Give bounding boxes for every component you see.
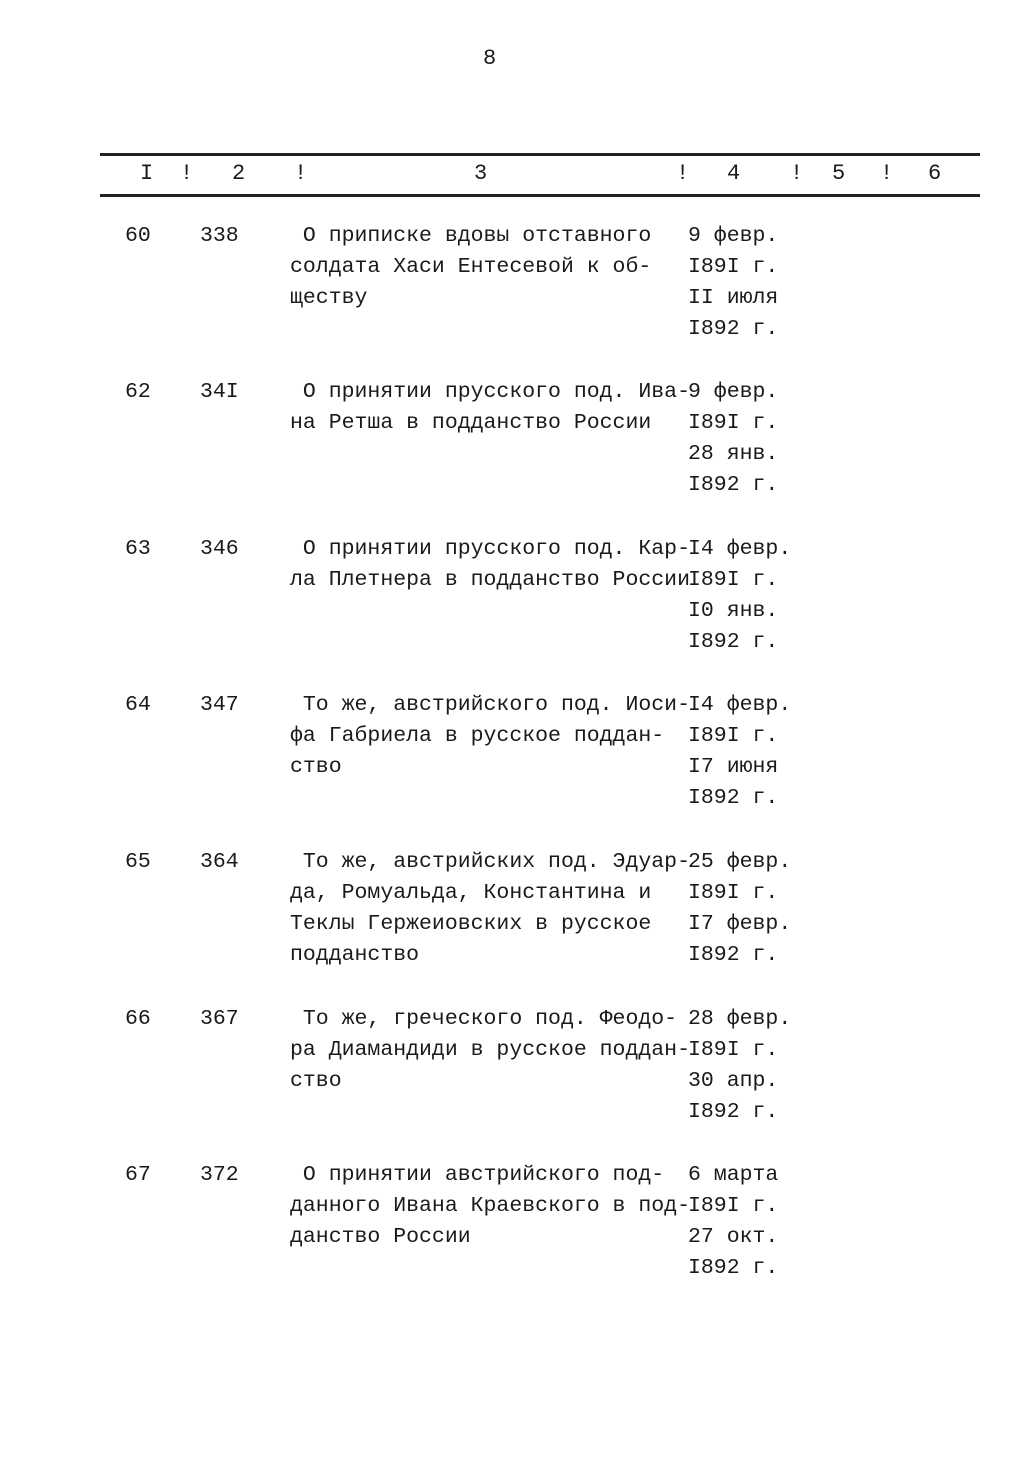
date-line: I7 февр. bbox=[688, 912, 792, 936]
item-number-text: 60 bbox=[125, 224, 151, 248]
file-number-text: 372 bbox=[200, 1163, 239, 1187]
description-line: О приписке вдовы отставного bbox=[290, 224, 652, 248]
description-line: ществу bbox=[290, 286, 368, 310]
table-header-top-rule bbox=[100, 153, 980, 156]
file-number-text: 346 bbox=[200, 537, 239, 561]
header-col-5: 5 bbox=[832, 161, 846, 186]
table-header-bottom-rule bbox=[100, 194, 980, 197]
file-number bbox=[200, 1160, 239, 1191]
item-description bbox=[290, 1160, 690, 1253]
header-separator: ! bbox=[294, 161, 308, 186]
description-line: солдата Хаси Ентесевой к об- bbox=[290, 255, 652, 279]
item-number bbox=[125, 534, 151, 565]
description-line: ра Диамандиди в русское поддан- bbox=[290, 1038, 690, 1062]
header-separator: ! bbox=[790, 161, 804, 186]
description-line: фа Габриела в русское поддан- bbox=[290, 724, 665, 748]
description-line: О принятии австрийского под- bbox=[290, 1163, 665, 1187]
file-number-text: 347 bbox=[200, 693, 239, 717]
file-number-text: 364 bbox=[200, 850, 239, 874]
item-number bbox=[125, 377, 151, 408]
date-line: I4 февр. bbox=[688, 693, 792, 717]
date-line: I892 г. bbox=[688, 473, 779, 497]
page-number: 8 bbox=[483, 46, 497, 71]
file-number bbox=[200, 847, 239, 878]
date-line: II июля bbox=[688, 286, 779, 310]
date-line: 6 марта bbox=[688, 1163, 779, 1187]
file-number bbox=[200, 221, 239, 252]
description-line: О принятии прусского под. Ива- bbox=[290, 380, 690, 404]
item-number bbox=[125, 1004, 151, 1035]
description-line: ство bbox=[290, 1069, 342, 1093]
date-line: 9 февр. bbox=[688, 224, 779, 248]
item-description bbox=[290, 534, 690, 596]
item-number-text: 67 bbox=[125, 1163, 151, 1187]
date-line: I89I г. bbox=[688, 1194, 779, 1218]
item-number bbox=[125, 690, 151, 721]
date-line: I892 г. bbox=[688, 630, 779, 654]
item-description bbox=[290, 377, 690, 439]
file-number-text: 367 bbox=[200, 1007, 239, 1031]
item-number-text: 63 bbox=[125, 537, 151, 561]
description-line: То же, австрийских под. Эдуар- bbox=[290, 850, 690, 874]
date-line: I892 г. bbox=[688, 1100, 779, 1124]
description-line: То же, австрийского под. Иоси- bbox=[290, 693, 690, 717]
header-separator: ! bbox=[180, 161, 194, 186]
item-number bbox=[125, 1160, 151, 1191]
item-number bbox=[125, 847, 151, 878]
date-line: 28 янв. bbox=[688, 442, 779, 466]
item-dates bbox=[688, 690, 791, 814]
date-line: I4 февр. bbox=[688, 537, 792, 561]
date-line: I0 янв. bbox=[688, 599, 779, 623]
date-line: 30 апр. bbox=[688, 1069, 779, 1093]
description-line: ла Плетнера в подданство России bbox=[290, 568, 690, 592]
item-dates bbox=[688, 1004, 791, 1128]
header-col-4: 4 bbox=[727, 161, 741, 186]
date-line: I892 г. bbox=[688, 943, 779, 967]
description-line: данного Ивана Краевского в под- bbox=[290, 1194, 690, 1218]
item-number-text: 64 bbox=[125, 693, 151, 717]
date-line: I89I г. bbox=[688, 255, 779, 279]
file-number bbox=[200, 690, 239, 721]
item-description bbox=[290, 690, 690, 783]
date-line: I89I г. bbox=[688, 1038, 779, 1062]
header-separator: ! bbox=[880, 161, 894, 186]
date-line: I892 г. bbox=[688, 317, 779, 341]
item-description bbox=[290, 1004, 690, 1097]
header-col-1: I bbox=[140, 161, 154, 186]
item-number bbox=[125, 221, 151, 252]
date-line: 25 февр. bbox=[688, 850, 792, 874]
item-dates bbox=[688, 1160, 778, 1284]
file-number-text: 338 bbox=[200, 224, 239, 248]
item-description bbox=[290, 221, 651, 314]
item-description bbox=[290, 847, 690, 971]
item-number-text: 66 bbox=[125, 1007, 151, 1031]
item-dates bbox=[688, 377, 778, 501]
file-number bbox=[200, 377, 239, 408]
file-number-text: 34I bbox=[200, 380, 239, 404]
item-dates bbox=[688, 221, 778, 345]
date-line: I7 июня bbox=[688, 755, 779, 779]
file-number bbox=[200, 1004, 239, 1035]
date-line: I89I г. bbox=[688, 724, 779, 748]
description-line: на Ретша в подданство России bbox=[290, 411, 652, 435]
date-line: 27 окт. bbox=[688, 1225, 779, 1249]
description-line: О принятии прусского под. Кар- bbox=[290, 537, 690, 561]
description-line: да, Ромуальда, Константина и bbox=[290, 881, 652, 905]
item-dates bbox=[688, 847, 791, 971]
description-line: подданство bbox=[290, 943, 420, 967]
date-line: I892 г. bbox=[688, 786, 779, 810]
item-number-text: 62 bbox=[125, 380, 151, 404]
date-line: I89I г. bbox=[688, 568, 779, 592]
file-number bbox=[200, 534, 239, 565]
date-line: I892 г. bbox=[688, 1256, 779, 1280]
description-line: То же, греческого под. Феодо- bbox=[290, 1007, 678, 1031]
date-line: I89I г. bbox=[688, 411, 779, 435]
header-col-3: 3 bbox=[474, 161, 488, 186]
header-col-2: 2 bbox=[232, 161, 246, 186]
description-line: ство bbox=[290, 755, 342, 779]
item-dates bbox=[688, 534, 791, 658]
date-line: 9 февр. bbox=[688, 380, 779, 404]
header-separator: ! bbox=[676, 161, 690, 186]
description-line: Теклы Гержеиовских в русское bbox=[290, 912, 652, 936]
header-col-6: 6 bbox=[928, 161, 942, 186]
item-number-text: 65 bbox=[125, 850, 151, 874]
description-line: данство России bbox=[290, 1225, 471, 1249]
date-line: I89I г. bbox=[688, 881, 779, 905]
date-line: 28 февр. bbox=[688, 1007, 792, 1031]
